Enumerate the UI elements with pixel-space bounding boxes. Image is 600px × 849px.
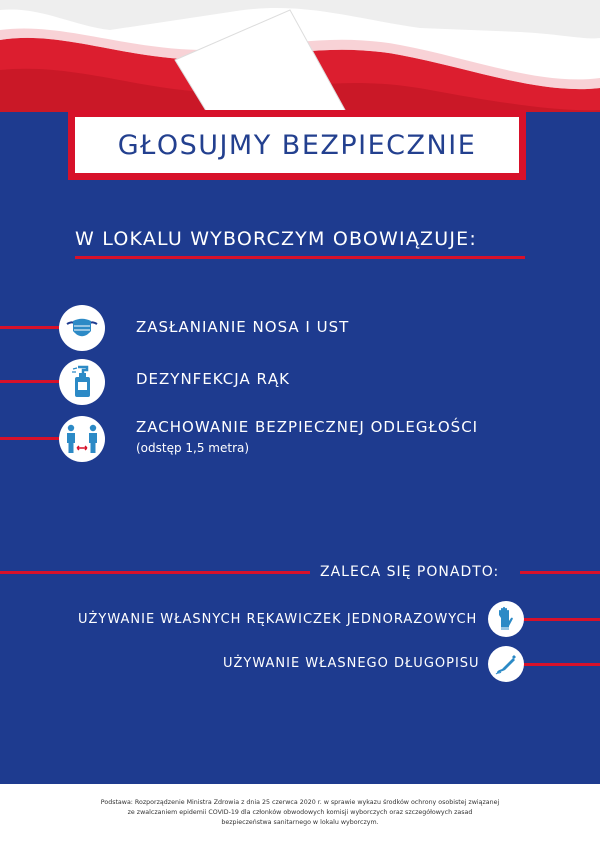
rec-label-gloves: UŻYWANIE WŁASNYCH RĘKAWICZEK JEDNORAZOWYCH	[78, 612, 478, 627]
footer-line: Podstawa: Rozporządzenie Ministra Zdrowia z dnia 25 czerwca 2020 r. w sprawie wykazu środków ochrony osobistej związanej	[100, 799, 500, 806]
item-label-mask: ZASŁANIANIE NOSA I UST	[136, 318, 350, 336]
required-heading: W LOKALU WYBORCZYM OBOWIĄZUJE:	[75, 228, 477, 250]
pen-icon	[488, 646, 524, 682]
recommended-line-left	[0, 571, 310, 574]
sanitizer-bottle-icon	[59, 359, 105, 405]
rec-label-pen: UŻYWANIE WŁASNEGO DŁUGOPISU	[223, 656, 480, 671]
rec-line-gloves	[515, 618, 600, 621]
item-sublabel-distance: (odstęp 1,5 metra)	[136, 441, 250, 455]
item-line-sanitizer	[0, 380, 60, 383]
recommended-heading: ZALECA SIĘ PONADTO:	[320, 564, 500, 580]
footer-line: ze zwalczaniem epidemii COVID-19 dla członków obwodowych komisji wyborczych oraz szczegółowych zasad	[127, 809, 473, 816]
face-mask-icon	[59, 305, 105, 351]
rec-line-pen	[515, 663, 600, 666]
item-line-mask	[0, 326, 60, 329]
title-inner	[75, 117, 519, 173]
item-label-sanitizer: DEZYNFEKCJA RĄK	[136, 370, 290, 388]
glove-icon	[488, 601, 524, 637]
item-label-distance: ZACHOWANIE BEZPIECZNEJ ODLEGŁOŚCI	[136, 418, 479, 436]
page-title: GŁOSUJMY BEZPIECZNIE	[117, 129, 477, 161]
item-line-distance	[0, 437, 60, 440]
title-frame	[68, 110, 526, 180]
footer-line: bezpieczeństwa sanitarnego w lokalu wyborczym.	[221, 819, 379, 826]
heading-underline	[75, 256, 525, 259]
recommended-line-right	[520, 571, 600, 574]
footer-note	[60, 798, 540, 828]
social-distance-icon	[59, 416, 105, 462]
